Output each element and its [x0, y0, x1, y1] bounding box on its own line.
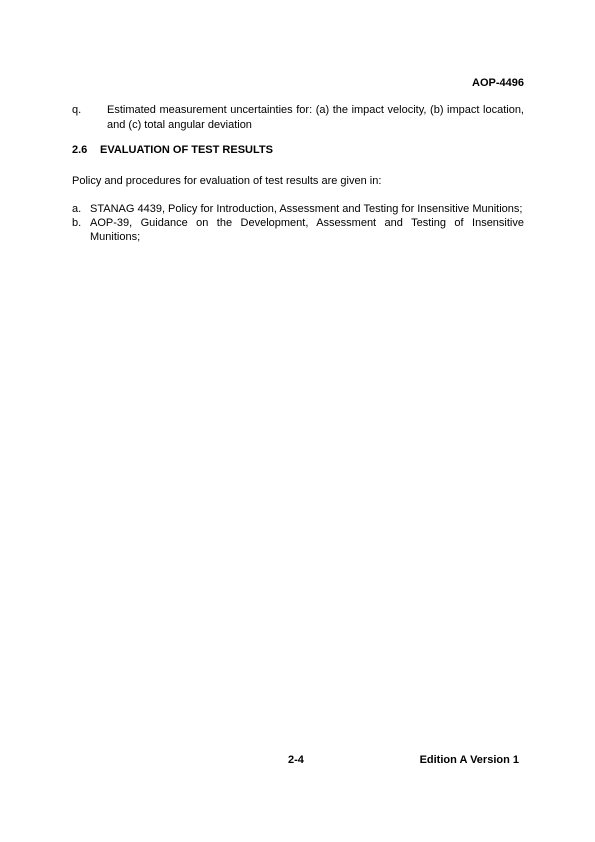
page-number: 2-4 [288, 754, 304, 766]
reference-text: STANAG 4439, Policy for Introduction, Assessment and Testing for Insensitive Munitions; [90, 203, 523, 215]
list-item-q [72, 103, 524, 133]
reference-item [72, 216, 524, 244]
reference-item [72, 202, 524, 216]
section-number: 2.6 [72, 144, 88, 156]
document-code: AOP-4496 [472, 77, 524, 89]
edition-label: Edition A Version 1 [419, 754, 519, 766]
section-title: EVALUATION OF TEST RESULTS [100, 144, 273, 156]
section-heading [72, 144, 273, 156]
list-item-text: Estimated measurement uncertainties for: (a) the impact velocity, (b) impact location, and (c) total angular deviation [107, 104, 524, 131]
list-marker: q. [72, 104, 82, 116]
reference-text: AOP-39, Guidance on the Development, Assessment and Testing of Insensitive Munitions; [90, 217, 524, 243]
reference-marker: a. [72, 203, 82, 215]
section-intro: Policy and procedures for evaluation of test results are given in: [72, 175, 382, 187]
reference-list [72, 202, 524, 244]
reference-marker: b. [72, 217, 82, 229]
